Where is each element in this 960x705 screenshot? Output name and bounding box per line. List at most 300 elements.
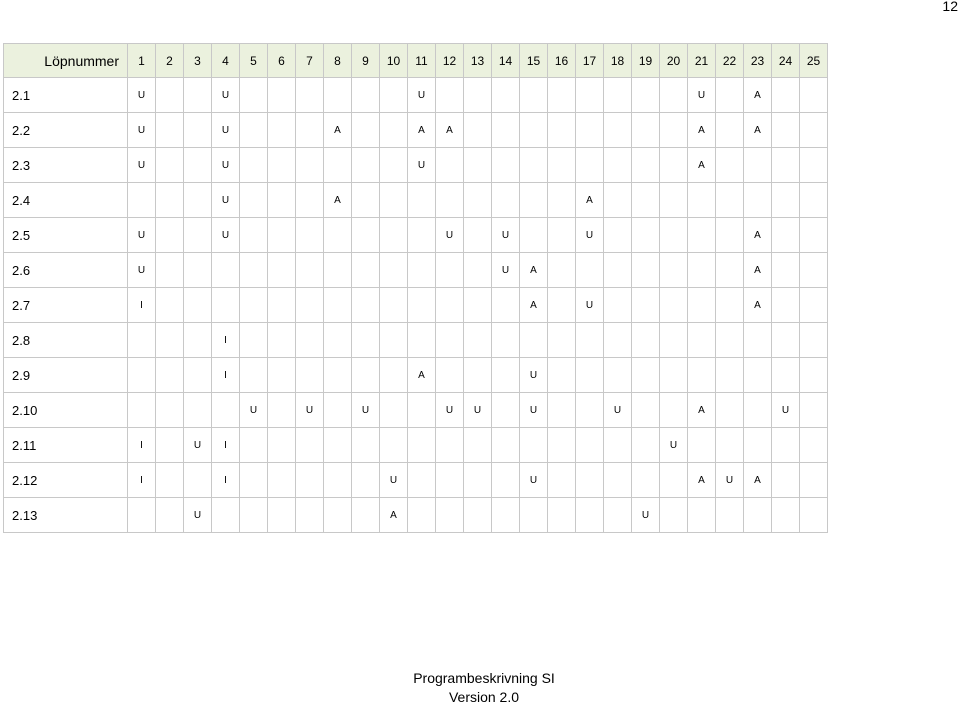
table-cell: A [520, 253, 548, 288]
table-cell [352, 253, 380, 288]
table-cell: A [688, 393, 716, 428]
table-cell [380, 358, 408, 393]
table-cell [492, 183, 520, 218]
table-cell [464, 463, 492, 498]
table-row [4, 428, 828, 463]
table-cell [156, 323, 184, 358]
table-cell [800, 253, 828, 288]
table-cell [520, 323, 548, 358]
column-header: 4 [212, 44, 240, 78]
table-cell [744, 498, 772, 533]
table-cell [324, 323, 352, 358]
table-cell [268, 253, 296, 288]
table-cell [772, 323, 800, 358]
row-label: 2.6 [4, 253, 128, 288]
table-cell: A [744, 288, 772, 323]
table-row [4, 78, 828, 113]
table-cell [660, 393, 688, 428]
table-cell: I [212, 463, 240, 498]
table-cell: A [324, 183, 352, 218]
table-cell [240, 358, 268, 393]
table-cell [268, 148, 296, 183]
table-cell [464, 78, 492, 113]
table-cell [408, 463, 436, 498]
table-cell [772, 113, 800, 148]
table-cell [576, 463, 604, 498]
table-cell [576, 78, 604, 113]
table-cell [688, 498, 716, 533]
table-cell [520, 113, 548, 148]
table-cell [408, 183, 436, 218]
table-cell [492, 358, 520, 393]
table-cell [268, 288, 296, 323]
table-cell [156, 218, 184, 253]
table-cell [800, 183, 828, 218]
table-cell [380, 113, 408, 148]
table-cell [548, 113, 576, 148]
table-cell [548, 463, 576, 498]
table-cell [632, 253, 660, 288]
table-cell [548, 498, 576, 533]
table-cell [240, 288, 268, 323]
table-cell [548, 253, 576, 288]
table-cell [492, 463, 520, 498]
table-cell [548, 218, 576, 253]
table-cell [296, 463, 324, 498]
table-cell [604, 498, 632, 533]
table-cell [128, 323, 156, 358]
table-cell [128, 498, 156, 533]
column-header: 20 [660, 44, 688, 78]
table-cell [604, 183, 632, 218]
row-label: 2.3 [4, 148, 128, 183]
table-cell [716, 323, 744, 358]
table-cell [716, 253, 744, 288]
table-cell [296, 288, 324, 323]
table-cell [408, 218, 436, 253]
table-cell [324, 498, 352, 533]
table-cell [380, 183, 408, 218]
table-cell [660, 498, 688, 533]
table-cell [660, 463, 688, 498]
column-header: 21 [688, 44, 716, 78]
table-cell [800, 78, 828, 113]
table-cell [604, 323, 632, 358]
table-cell [576, 358, 604, 393]
table-cell [324, 463, 352, 498]
table-cell: A [688, 463, 716, 498]
table-cell: U [212, 183, 240, 218]
table-cell [632, 183, 660, 218]
column-header: 7 [296, 44, 324, 78]
table-cell [660, 288, 688, 323]
table-cell [772, 218, 800, 253]
table-cell [156, 288, 184, 323]
table-cell: U [520, 463, 548, 498]
table-cell [772, 253, 800, 288]
table-cell: U [492, 253, 520, 288]
header-label: Löpnummer [4, 44, 128, 78]
table-cell [548, 183, 576, 218]
table-cell [184, 78, 212, 113]
table-cell [380, 148, 408, 183]
table-cell: U [128, 253, 156, 288]
table-cell [296, 253, 324, 288]
table-row [4, 288, 828, 323]
row-label: 2.11 [4, 428, 128, 463]
table-cell [716, 288, 744, 323]
table-cell [128, 358, 156, 393]
table-cell: U [576, 288, 604, 323]
table-cell [744, 393, 772, 428]
table-cell: A [744, 218, 772, 253]
table-cell [464, 253, 492, 288]
table-cell [324, 218, 352, 253]
table-cell: A [744, 113, 772, 148]
table-cell [604, 288, 632, 323]
row-label: 2.10 [4, 393, 128, 428]
table-cell: U [660, 428, 688, 463]
table-cell [716, 393, 744, 428]
table-cell [184, 218, 212, 253]
table-cell [408, 428, 436, 463]
table-cell: U [128, 78, 156, 113]
table-row [4, 218, 828, 253]
table-cell [408, 253, 436, 288]
table-cell [436, 463, 464, 498]
table-cell [464, 498, 492, 533]
table-cell [352, 218, 380, 253]
column-header: 11 [408, 44, 436, 78]
table-cell [660, 323, 688, 358]
table-cell: U [408, 148, 436, 183]
table-cell [436, 288, 464, 323]
table-cell: A [408, 113, 436, 148]
table-cell [716, 183, 744, 218]
table-cell: U [408, 78, 436, 113]
table-cell: U [436, 393, 464, 428]
table-cell [352, 323, 380, 358]
table-cell [240, 78, 268, 113]
table-cell [660, 218, 688, 253]
table-cell [380, 428, 408, 463]
table-cell: U [688, 78, 716, 113]
table-cell [352, 463, 380, 498]
row-label: 2.7 [4, 288, 128, 323]
table-cell [380, 218, 408, 253]
table-cell [492, 498, 520, 533]
table-cell [436, 183, 464, 218]
table-row [4, 498, 828, 533]
table-cell: U [520, 358, 548, 393]
column-header: 3 [184, 44, 212, 78]
table-cell [156, 428, 184, 463]
table-cell [156, 253, 184, 288]
table-cell [296, 323, 324, 358]
table-cell [296, 113, 324, 148]
column-header: 8 [324, 44, 352, 78]
table-cell [744, 323, 772, 358]
table-cell: U [240, 393, 268, 428]
table-cell [716, 428, 744, 463]
column-header: 24 [772, 44, 800, 78]
table-cell [520, 218, 548, 253]
table-cell [800, 358, 828, 393]
table-cell: U [212, 218, 240, 253]
table-cell [688, 218, 716, 253]
table-cell: U [436, 218, 464, 253]
table-cell [744, 358, 772, 393]
column-header: 1 [128, 44, 156, 78]
table-cell [156, 78, 184, 113]
table-cell [184, 393, 212, 428]
footer-title: Programbeskrivning SI [413, 670, 555, 686]
table-cell [324, 358, 352, 393]
table-cell [408, 393, 436, 428]
table-cell [772, 428, 800, 463]
table-cell [604, 463, 632, 498]
table-cell [408, 323, 436, 358]
table-cell [632, 428, 660, 463]
table-cell [212, 393, 240, 428]
table-cell [156, 463, 184, 498]
row-label: 2.8 [4, 323, 128, 358]
table-cell [268, 463, 296, 498]
table-cell [800, 428, 828, 463]
table-cell [716, 78, 744, 113]
column-header: 25 [800, 44, 828, 78]
table-cell [800, 288, 828, 323]
table-cell [156, 183, 184, 218]
table-cell: A [744, 78, 772, 113]
row-label: 2.12 [4, 463, 128, 498]
table-cell: I [128, 428, 156, 463]
table-body [4, 78, 828, 533]
column-header: 23 [744, 44, 772, 78]
table-cell [352, 358, 380, 393]
table-cell [800, 393, 828, 428]
table-cell [352, 428, 380, 463]
column-header: 2 [156, 44, 184, 78]
table-cell [464, 358, 492, 393]
page-number: 12 [942, 0, 958, 14]
table-cell [296, 358, 324, 393]
table-cell [520, 498, 548, 533]
table-cell: U [464, 393, 492, 428]
table-cell: I [212, 323, 240, 358]
table-cell [520, 428, 548, 463]
table-cell: I [128, 463, 156, 498]
table-cell: U [604, 393, 632, 428]
table-cell: A [576, 183, 604, 218]
table-cell [240, 323, 268, 358]
table-cell [660, 148, 688, 183]
table-cell [632, 148, 660, 183]
table-cell [296, 148, 324, 183]
column-header: 16 [548, 44, 576, 78]
table-cell [716, 358, 744, 393]
table-cell [576, 498, 604, 533]
table-row [4, 253, 828, 288]
table-cell [380, 288, 408, 323]
table-cell [688, 323, 716, 358]
table-cell [576, 428, 604, 463]
table-cell [576, 253, 604, 288]
table-cell [128, 183, 156, 218]
table-cell [772, 463, 800, 498]
table-cell [324, 288, 352, 323]
table-cell: U [296, 393, 324, 428]
table-cell: A [744, 463, 772, 498]
row-label: 2.9 [4, 358, 128, 393]
table-cell [548, 288, 576, 323]
table-cell [408, 498, 436, 533]
table-cell [548, 323, 576, 358]
table-cell: U [128, 218, 156, 253]
row-label: 2.5 [4, 218, 128, 253]
table-cell [772, 183, 800, 218]
table-cell [464, 183, 492, 218]
table-cell [548, 393, 576, 428]
table-cell [268, 78, 296, 113]
table-cell [492, 323, 520, 358]
table-cell [268, 428, 296, 463]
table-cell [212, 288, 240, 323]
table-cell [492, 78, 520, 113]
table-cell [660, 113, 688, 148]
column-header: 12 [436, 44, 464, 78]
table-cell [576, 148, 604, 183]
table-cell [296, 183, 324, 218]
table-cell [324, 148, 352, 183]
table-cell [268, 183, 296, 218]
table-cell [576, 113, 604, 148]
table-cell [296, 498, 324, 533]
table-cell [744, 148, 772, 183]
table-cell [352, 113, 380, 148]
table-cell [632, 393, 660, 428]
table-cell: A [744, 253, 772, 288]
table-cell: U [184, 428, 212, 463]
table-cell [380, 393, 408, 428]
table-cell [520, 148, 548, 183]
table-cell: U [380, 463, 408, 498]
table-cell [800, 113, 828, 148]
table-cell [688, 253, 716, 288]
table-cell: U [576, 218, 604, 253]
row-label: 2.13 [4, 498, 128, 533]
table-cell [604, 113, 632, 148]
table-cell [772, 78, 800, 113]
table-cell [240, 148, 268, 183]
table-cell [352, 148, 380, 183]
column-header: 6 [268, 44, 296, 78]
table-cell [436, 253, 464, 288]
table-cell: I [128, 288, 156, 323]
table-cell [492, 288, 520, 323]
table-cell [464, 148, 492, 183]
table-cell [604, 148, 632, 183]
table-cell [184, 323, 212, 358]
table-cell [604, 358, 632, 393]
table-cell [156, 148, 184, 183]
row-label: 2.4 [4, 183, 128, 218]
table-cell: U [212, 148, 240, 183]
table-cell [128, 393, 156, 428]
column-header: 14 [492, 44, 520, 78]
table-cell: A [380, 498, 408, 533]
table-cell [772, 148, 800, 183]
table-cell [296, 218, 324, 253]
table-cell [548, 428, 576, 463]
column-header: 18 [604, 44, 632, 78]
table-cell [324, 78, 352, 113]
table-cell [240, 253, 268, 288]
table-cell [744, 183, 772, 218]
table-cell [772, 358, 800, 393]
table-cell: A [688, 148, 716, 183]
table-cell [632, 323, 660, 358]
column-header: 19 [632, 44, 660, 78]
table-cell [632, 288, 660, 323]
table-cell [212, 498, 240, 533]
table-cell: I [212, 358, 240, 393]
table-cell [464, 288, 492, 323]
table-cell [324, 428, 352, 463]
table-cell [520, 78, 548, 113]
column-header: 10 [380, 44, 408, 78]
table-cell [772, 498, 800, 533]
table-cell [716, 113, 744, 148]
table-cell [716, 498, 744, 533]
column-header: 9 [352, 44, 380, 78]
table-cell [464, 218, 492, 253]
table-cell [352, 288, 380, 323]
table-cell [800, 148, 828, 183]
table-cell [268, 393, 296, 428]
table-cell [380, 323, 408, 358]
table-cell [268, 498, 296, 533]
column-header: 5 [240, 44, 268, 78]
table-cell [660, 358, 688, 393]
table-cell: U [716, 463, 744, 498]
table-cell [268, 113, 296, 148]
table-cell [184, 148, 212, 183]
table-cell: U [772, 393, 800, 428]
table-cell: U [632, 498, 660, 533]
table-cell: A [520, 288, 548, 323]
footer-version: Version 2.0 [448, 689, 520, 705]
table-cell [548, 148, 576, 183]
table-cell [492, 428, 520, 463]
table-cell: U [520, 393, 548, 428]
table-cell [436, 323, 464, 358]
table-cell [464, 113, 492, 148]
table-cell [604, 218, 632, 253]
table-cell [184, 183, 212, 218]
table-row [4, 183, 828, 218]
table-cell: U [212, 78, 240, 113]
table-cell [660, 78, 688, 113]
column-header: 22 [716, 44, 744, 78]
table-cell [352, 78, 380, 113]
table-cell [800, 498, 828, 533]
table-cell [296, 428, 324, 463]
table-cell [604, 428, 632, 463]
table-cell [576, 323, 604, 358]
table-cell [156, 393, 184, 428]
table-cell: U [212, 113, 240, 148]
